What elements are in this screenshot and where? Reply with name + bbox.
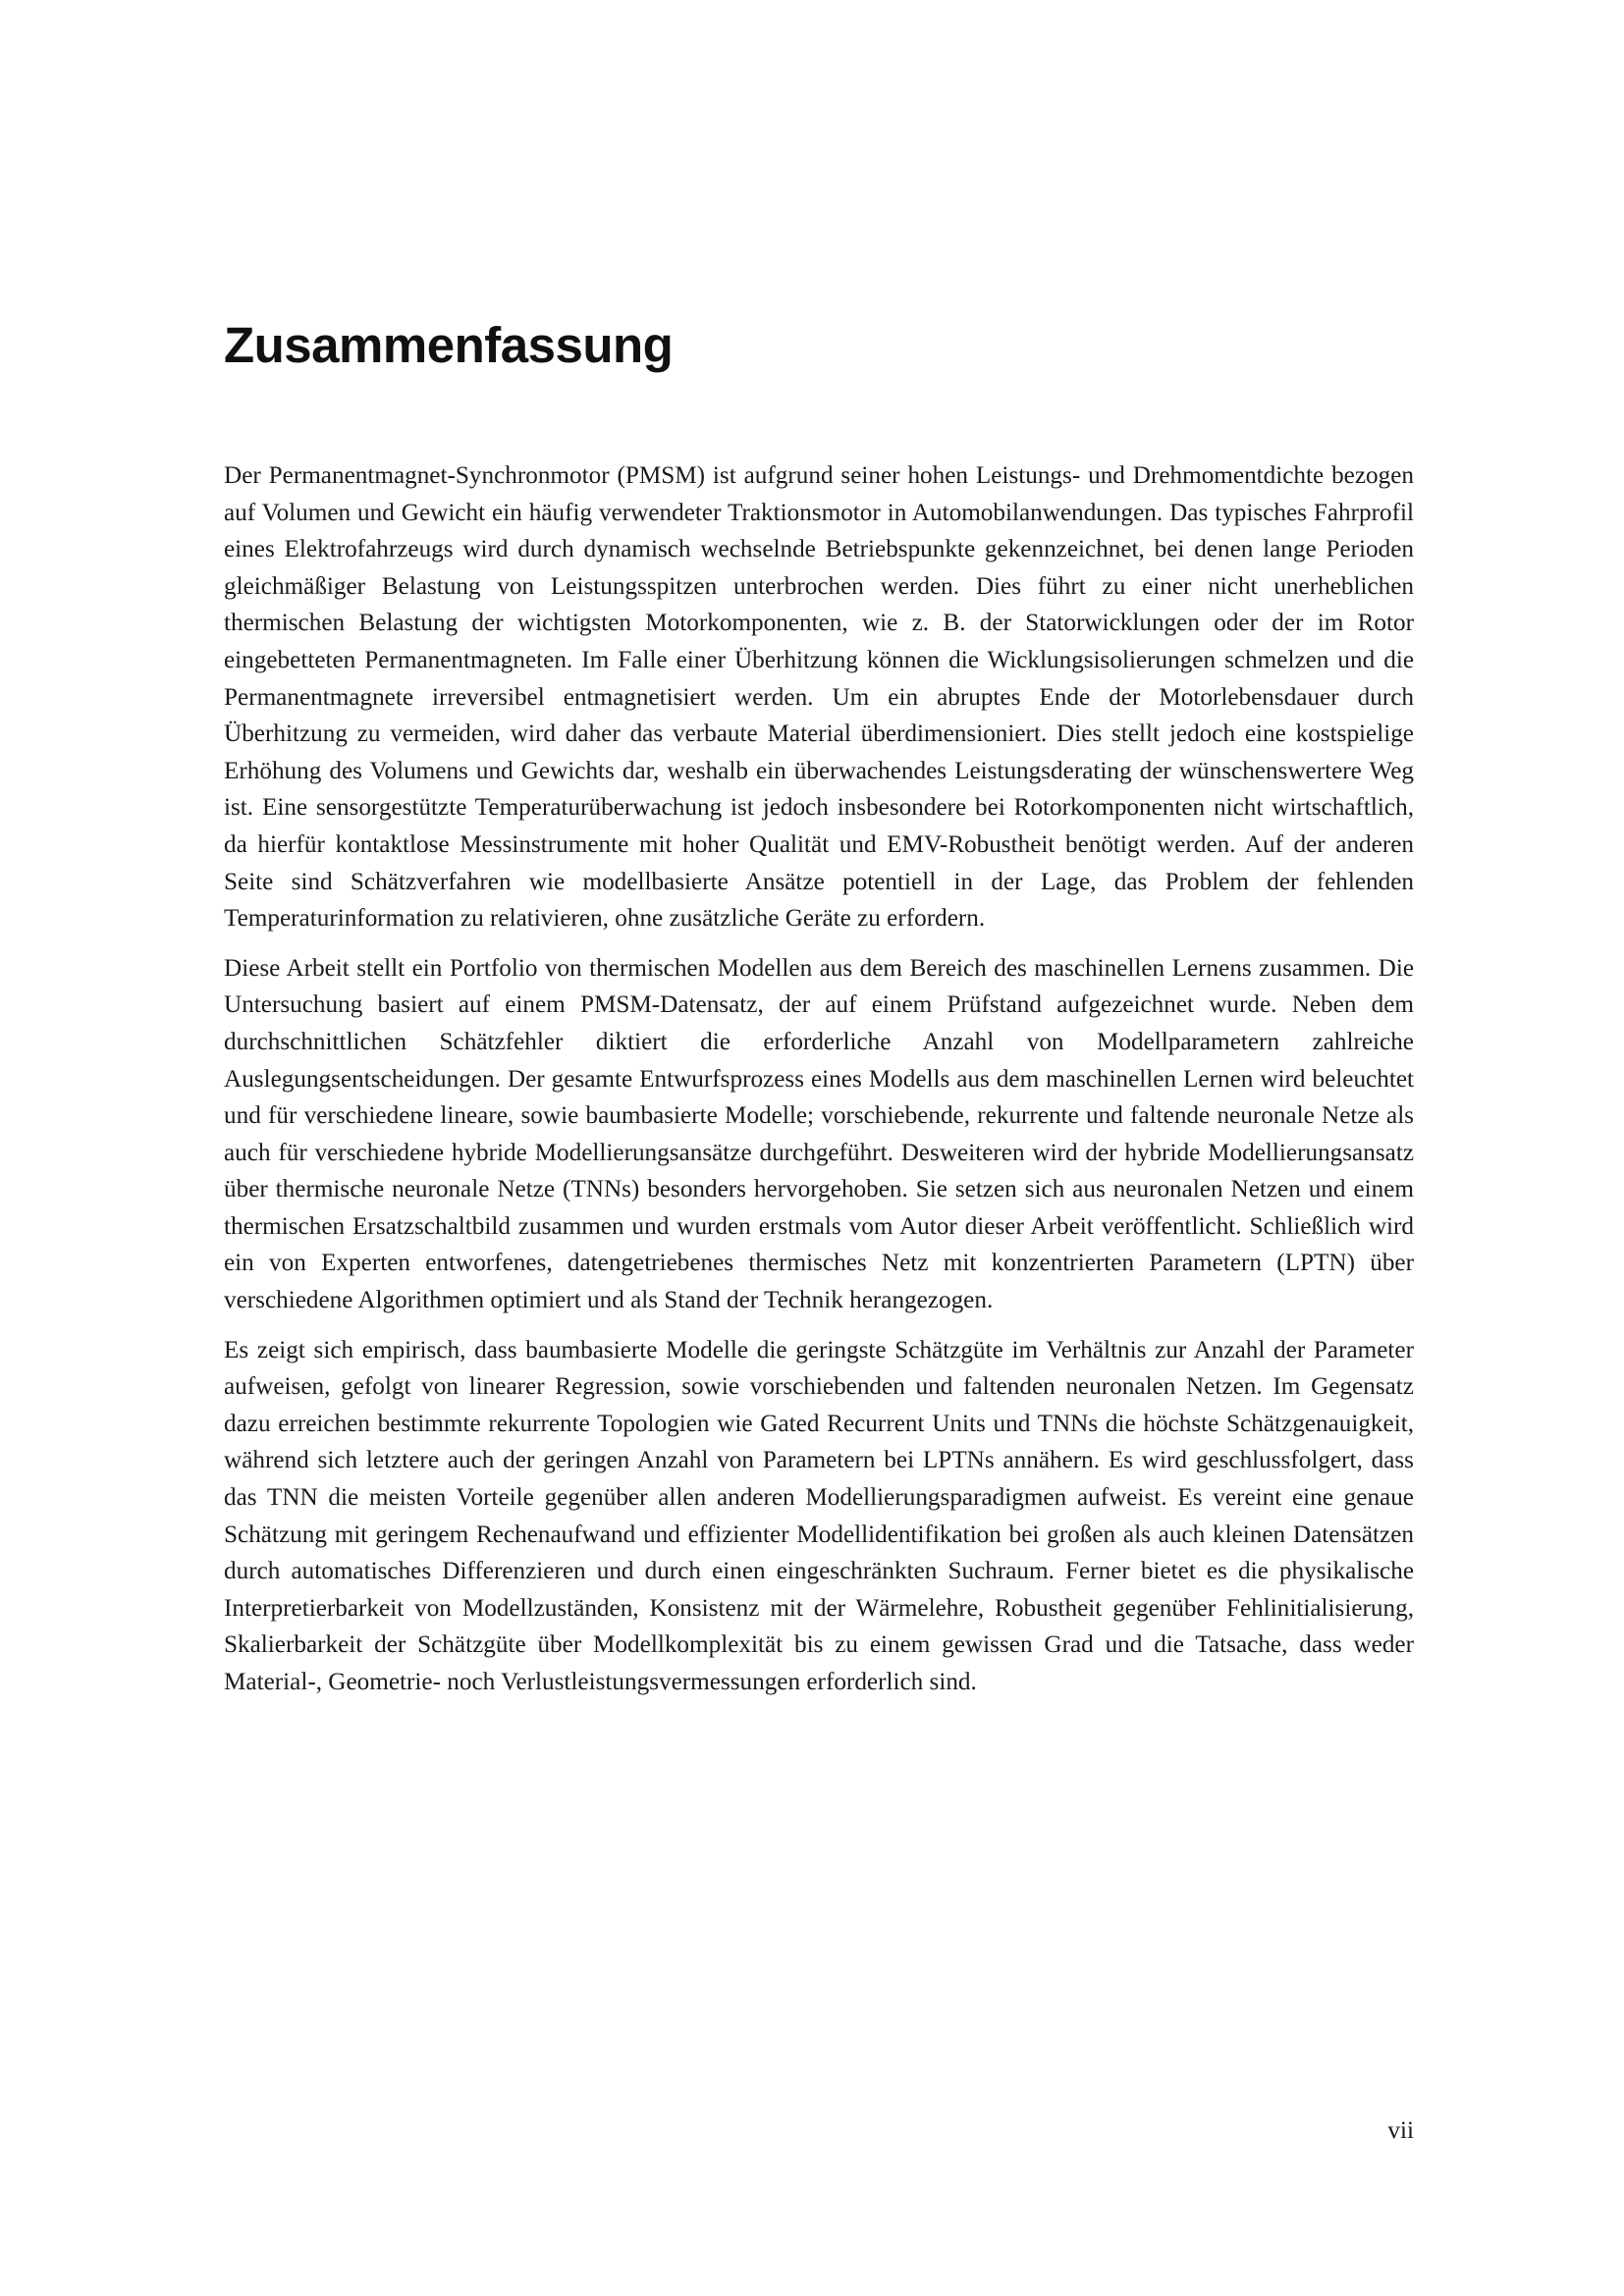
paragraph-3: Es zeigt sich empirisch, dass baumbasierte Modelle die geringste Schätzgüte im Verhältnis zur Anzahl der Parameter aufweisen, gefolgt von linearer Regression, sowie vorschiebenden und faltenden neuronalen Netzen. Im Gegensatz dazu erreichen bestimmte rekurrente Topologien wie Gated Recurrent Units und TNNs die höchste Schätzgenauigkeit, während sich letztere auch der geringen Anzahl von Parametern bei LPTNs annähern. Es wird geschlussfolgert, dass das TNN die meisten Vorteile gegenüber allen anderen Modellierungsparadigmen aufweist. Es vereint eine genaue Schätzung mit geringem Rechenaufwand und effizienter Modellidentifikation bei großen als auch kleinen Datensätzen durch automatisches Differenzieren und durch einen eingeschränkten Suchraum. Ferner bietet es die physikalische Interpretierbarkeit von Modellzuständen, Konsistenz mit der Wärmelehre, Robustheit gegenüber Fehlinitialisierung, Skalierbarkeit der Schätzgüte über Modellkomplexität bis zu einem gewissen Grad und die Tatsache, dass weder Material-, Geometrie- noch Verlustleistungsvermessungen erforderlich sind. (224, 1336, 1414, 1695)
paragraph-1: Der Permanentmagnet-Synchronmotor (PMSM) ist aufgrund seiner hohen Leistungs- und Drehmomentdichte bezogen auf Volumen und Gewicht ein häufig verwendeter Traktionsmotor in Automobilanwendungen. Das typisches Fahrprofil eines Elektrofahrzeugs wird durch dynamisch wechselnde Betriebspunkte gekennzeichnet, bei denen lange Perioden gleichmäßiger Belastung von Leistungsspitzen unterbrochen werden. Dies führt zu einer nicht unerheblichen thermischen Belastung der wichtigsten Motorkomponenten, wie z. B. der Statorwicklungen oder der im Rotor eingebetteten Permanentmagneten. Im Falle einer Überhitzung können die Wicklungsisolierungen schmelzen und die Permanentmagnete irreversibel entmagnetisiert werden. Um ein abruptes Ende der Motorlebensdauer durch Überhitzung zu vermeiden, wird daher das verbaute Material überdimensioniert. Dies stellt jedoch eine kostspielige Erhöhung des Volumens und Gewichts dar, weshalb ein überwachendes Leistungsderating der wünschenswertere Weg ist. Eine sensorgestützte Temperaturüberwachung ist jedoch insbesondere bei Rotorkomponenten nicht wirtschaftlich, da hierfür kontaktlose Messinstrumente mit hoher Qualität und EMV-Robustheit benötigt werden. Auf der anderen Seite sind Schätzverfahren wie modellbasierte Ansätze potentiell in der Lage, das Problem der fehlenden Temperaturinformation zu relativieren, ohne zusätzliche Geräte zu erfordern. (224, 462, 1414, 933)
paragraph-2: Diese Arbeit stellt ein Portfolio von thermischen Modellen aus dem Bereich des maschinellen Lernens zusammen. Die Untersuchung basiert auf einem PMSM-Datensatz, der auf einem Prüfstand aufgezeichnet wurde. Neben dem durchschnittlichen Schätzfehler diktiert die erforderliche Anzahl von Modellparametern zahlreiche Auslegungsentscheidungen. Der gesamte Entwurfsprozess eines Modells aus dem maschinellen Lernen wird beleuchtet und für verschiedene lineare, sowie baumbasierte Modelle; vorschiebende, rekurrente und faltende neuronale Netze als auch für verschiedene hybride Modellierungsansätze durchgeführt. Desweiteren wird der hybride Modellierungsansatz über thermische neuronale Netze (TNNs) besonders hervorgehoben. Sie setzen sich aus neuronalen Netzen und einem thermischen Ersatzschaltbild zusammen und wurden erstmals vom Autor dieser Arbeit veröffentlicht. Schließlich wird ein von Experten entworfenes, datengetriebenes thermisches Netz mit konzentrierten Parametern (LPTN) über verschiedene Algorithmen optimiert und als Stand der Technik herangezogen. (224, 954, 1414, 1314)
abstract-body (224, 457, 1414, 1714)
page-number: vii (1387, 2117, 1414, 2144)
chapter-title: Zusammenfassung (224, 317, 674, 373)
